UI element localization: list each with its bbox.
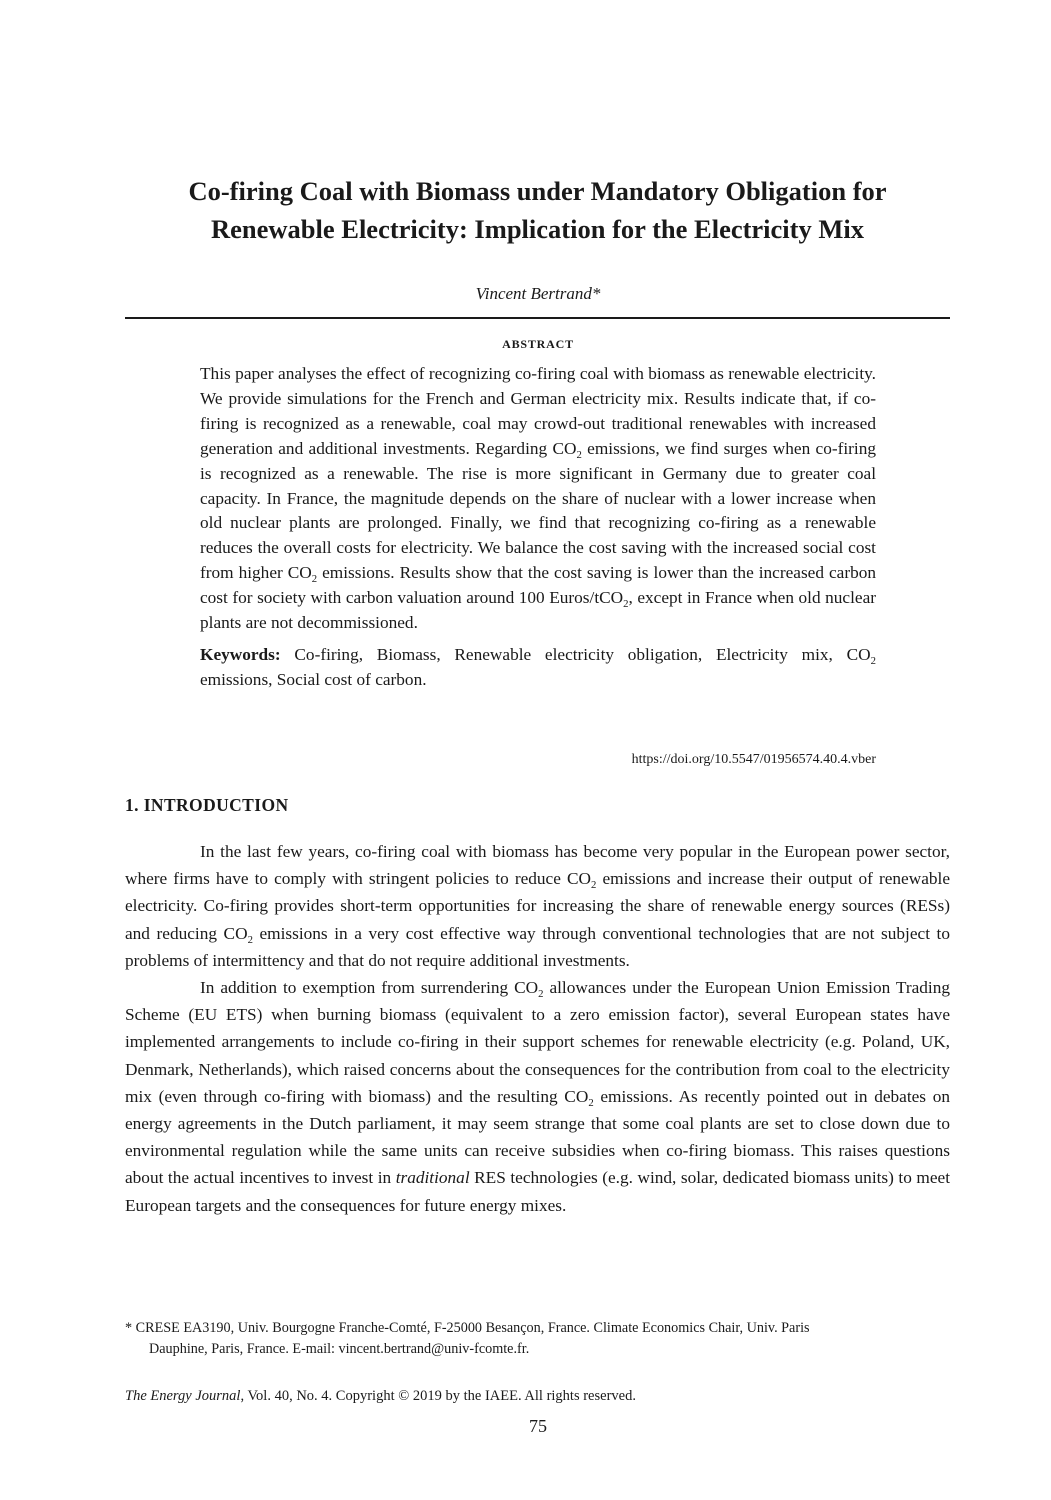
emphasis-traditional: traditional — [395, 1168, 470, 1188]
journal-name: The Energy Journal — [125, 1388, 241, 1404]
author-name: Vincent Bertrand* — [475, 284, 601, 303]
body-paragraph-1 — [125, 838, 950, 974]
keywords-text-2: emissions, Social cost of carbon. — [200, 669, 427, 689]
journal-details: , Vol. 40, No. 4. Copyright © 2019 by the IAEE. All rights reserved. — [240, 1388, 636, 1404]
body-paragraph-2 — [125, 974, 950, 1219]
author-footnote — [125, 1318, 950, 1360]
subscript: 2 — [311, 573, 318, 585]
abstract-text-4: , except in France when old nuclear plants are not decommissioned. — [200, 588, 876, 633]
abstract — [200, 362, 876, 693]
body-text-segment: In the last few years, co-firing coal with biomass has become very popular in the European power sector, where firms have to comply with stringent policies to reduce CO — [125, 842, 950, 889]
abstract-text-2: emissions, we find surges when co-firing is recognized as a renewable. The rise is more significant in Germany due to greater coal capacity. In France, the magnitude depends on the share of nuclear with a lower increase when old nuclear plants are prolonged. Finally, we find that recognizing co-firing as a renewable reduces the overall costs for electricity. We balance the cost saving with the increased social cost from higher CO — [200, 438, 876, 583]
subscript: 2 — [591, 878, 597, 891]
keywords — [200, 643, 876, 693]
doi-link[interactable]: https://doi.org/10.5547/01956574.40.4.vber — [631, 752, 876, 767]
subscript: 2 — [870, 654, 876, 667]
body-text-segment: emissions. As recently pointed out in debates on energy agreements in the Dutch parliament, it may seem strange that some coal plants are set to close down due to environmental regulation while the same units can receive subsidies when co-firing biomass. This raises questions about the actual incentives to invest in — [125, 1086, 950, 1188]
body-text — [125, 838, 950, 1219]
footnote-line-2: Dauphine, Paris, France. E-mail: vincent.bertrand@univ-fcomte.fr. — [149, 1341, 530, 1357]
keywords-label: Keywords: — [200, 644, 281, 664]
subscript: 2 — [623, 597, 629, 610]
page-number: 75 — [529, 1416, 547, 1436]
body-text-segment: RES technologies (e.g. wind, solar, dedicated biomass units) to meet European targets and the consequences for future energy mixes. — [125, 1168, 950, 1215]
footnote-line-1: * CRESE EA3190, Univ. Bourgogne Franche-Comté, F-25000 Besançon, France. Climate Economics Chair, Univ. Paris — [125, 1320, 810, 1336]
subscript: 2 — [247, 933, 253, 946]
abstract-text-3: emissions. Results show that the cost saving is lower than the increased carbon cost for society with carbon valuation around 100 Euros/tCO — [200, 563, 877, 608]
header-rule — [125, 317, 950, 319]
abstract-paragraph — [200, 362, 876, 636]
title-line-1: Co-firing Coal with Biomass under Mandatory Obligation for — [188, 176, 887, 206]
paper-title — [90, 172, 985, 248]
body-text-segment: allowances under the European Union Emission Trading Scheme (EU ETS) when burning biomass (equivalent to a zero emission factor), several European states have implemented arrangements to include co-firing in their support schemes for renewable electricity (e.g. Poland, UK, Denmark, Netherlands), which raised concerns about the consequences for the contribution from coal to the electricity mix (even through co-firing with biomass) and the resulting CO — [125, 978, 950, 1106]
body-text-segment: In addition to exemption from surrendering CO — [200, 978, 539, 998]
body-text-segment: emissions in a very cost effective way through conventional technologies that are not subject to problems of intermittency and that do not require additional investments. — [125, 923, 951, 970]
journal-citation — [125, 1386, 636, 1406]
subscript: 2 — [576, 448, 582, 461]
body-text-segment: emissions and increase their output of renewable electricity. Co-firing provides short-term opportunities for increasing the share of renewable energy sources (RESs) and reducing CO — [125, 869, 950, 943]
keywords-text-1: Co-firing, Biomass, Renewable electricity obligation, Electricity mix, CO — [280, 644, 871, 664]
section-heading: 1. INTRODUCTION — [125, 795, 289, 815]
subscript: 2 — [588, 1096, 594, 1109]
abstract-heading: ABSTRACT — [502, 337, 574, 351]
title-line-2: Renewable Electricity: Implication for the Electricity Mix — [211, 214, 864, 244]
subscript: 2 — [538, 987, 544, 1000]
abstract-text-1: This paper analyses the effect of recognizing co-firing coal with biomass as renewable electricity. We provide simulations for the French and German electricity mix. Results indicate that, if co-firing is recognized as a renewable, coal may crowd-out traditional renewables with increased generation and additional investments. Regarding CO — [200, 364, 876, 458]
